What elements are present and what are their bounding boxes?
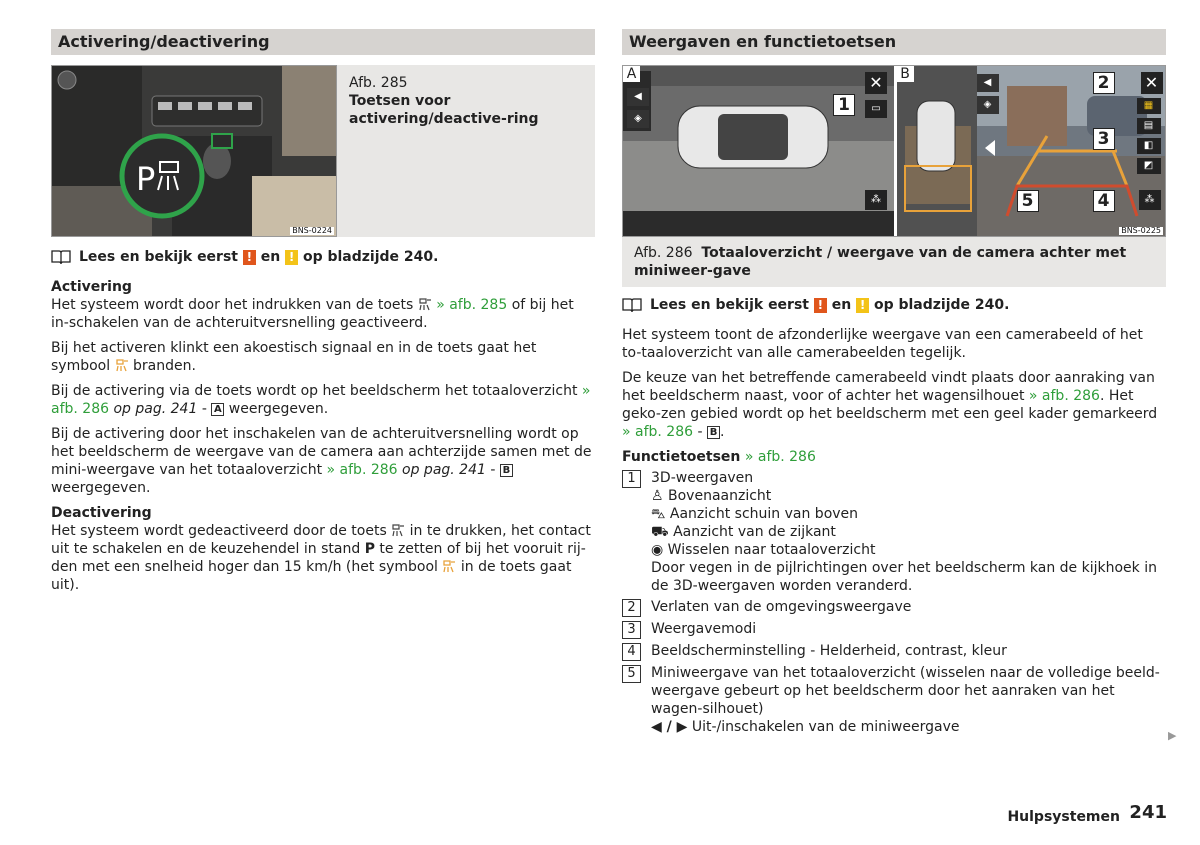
sub-item — [651, 487, 1166, 505]
activation-paragraph-2 — [51, 339, 595, 375]
callout-5: 5 — [1017, 190, 1039, 212]
description-section — [622, 326, 1166, 441]
item-extra: Door vegen in de pijlrichtingen over het beeldscherm kan de kijkhoek in de 3D-weergaven worden veranderd. — [651, 560, 1157, 594]
activation-paragraph-3 — [51, 382, 595, 418]
sub-item-text: Bovenaanzicht — [668, 488, 772, 504]
text: in te drukken, het contact uit te schakelen en de keuzehendel in stand — [51, 523, 591, 557]
sub-item-text: Uit-/inschakelen van de miniweergave — [691, 719, 960, 735]
park-assist-icon — [418, 297, 432, 311]
box-letter-b: B — [500, 464, 513, 477]
item-text: Beeldscherminstelling - Helderheid, contrast, kleur — [651, 643, 1007, 659]
link-afb-286[interactable]: » afb. 286 — [51, 383, 591, 417]
description-paragraph-2 — [622, 369, 1166, 441]
read-first-page: op bladzijde 240. — [873, 297, 1010, 313]
top-view-icon: ♙ — [651, 488, 669, 504]
text: weergegeven. — [51, 480, 151, 496]
panel-a-label: A — [623, 66, 640, 82]
side-view-icon: ⛟ — [651, 524, 674, 540]
callout-2: 2 — [1093, 72, 1115, 94]
toggle-arrows-icon: ◀ / ▶ — [651, 719, 688, 735]
deactivation-section — [51, 504, 595, 594]
figure-285-caption — [337, 65, 569, 237]
close-icon[interactable]: ✕ — [1141, 72, 1163, 94]
sensor-icon[interactable]: ◈ — [627, 110, 649, 128]
right-column — [622, 29, 1166, 739]
panel-a-overview — [623, 66, 897, 236]
page-number: 241 — [1129, 802, 1167, 823]
footer-section-title: Hulpsystemen — [1007, 809, 1120, 825]
park-assist-icon — [391, 523, 405, 537]
text: De keuze van het betreffende camerabeeld vindt plaats door aanraking van het beeldscherm naast, voor of achter het wagensilhouet — [622, 370, 1155, 404]
warning-yellow-icon: ! — [285, 250, 298, 265]
link-afb-286[interactable]: » afb. 286 — [622, 424, 694, 440]
sound-icon[interactable]: ◀ — [627, 88, 649, 106]
activation-heading: Activering — [51, 279, 132, 295]
figure-286 — [622, 65, 1166, 237]
overview-illustration — [623, 66, 895, 236]
item-number: 3 — [622, 621, 641, 639]
activation-section — [51, 278, 595, 497]
function-keys-section — [622, 448, 1166, 736]
page-ref: op pag. 241 — [113, 401, 198, 417]
oblique-view-icon: ⛍ — [651, 506, 670, 522]
link-afb-285[interactable]: » afb. 285 — [436, 297, 508, 313]
text: in de toets gaat uit). — [51, 559, 572, 593]
car-interior-illustration — [52, 66, 337, 237]
list-item — [622, 469, 1166, 595]
sub-item — [651, 505, 1166, 523]
read-first-and: en — [260, 249, 281, 265]
separator: - — [490, 462, 496, 478]
deactivation-paragraph — [51, 522, 595, 594]
park-assist-lit-icon — [442, 559, 456, 573]
text: . — [720, 424, 725, 440]
link-afb-286[interactable]: » afb. 286 — [1028, 388, 1100, 404]
book-icon — [51, 249, 71, 265]
camera-switch-icon[interactable]: ▭ — [865, 100, 887, 118]
link-afb-286[interactable]: » afb. 286 — [326, 462, 398, 478]
sensor-icon[interactable]: ◈ — [977, 96, 999, 114]
brightness-settings-icon[interactable]: ⁂ — [865, 190, 887, 210]
separator: - — [697, 424, 703, 440]
item-title: 3D-weergaven — [651, 470, 754, 486]
item-title: Miniweergave van het totaaloverzicht (wisselen naar de volledige beeld-weergave gebeurt op het beeldscherm door het aanraken van het wagen-silhouet) — [651, 665, 1160, 717]
figure-title: Totaaloverzicht / weergave van de camera achter met miniweer-gave — [634, 245, 1127, 279]
text: Bij de activering door het inschakelen van de achteruitversnelling wordt op het beeldscherm de weergave van de camera aan achterzijde samen met de mini-weergave van het totaaloverzicht — [51, 426, 592, 478]
sub-item — [651, 541, 1166, 559]
figure-title: Toetsen voor activering/deactive-ring — [349, 93, 539, 127]
section-header-activation: Activering/deactivering — [51, 29, 595, 55]
park-assist-lit-icon — [115, 358, 129, 372]
item-number: 2 — [622, 599, 641, 617]
item-text: Verlaten van de omgevingsweergave — [651, 599, 912, 615]
text: weergegeven. — [228, 401, 329, 417]
figure-code: BNS-0224 — [292, 226, 332, 235]
item-text: Weergavemodi — [651, 621, 757, 637]
activation-paragraph-1 — [51, 296, 595, 332]
panel-b-rear-camera — [897, 66, 1166, 236]
list-item — [622, 620, 1166, 639]
read-first-text: Lees en bekijk eerst — [79, 249, 238, 265]
panel-b-label: B — [897, 66, 914, 82]
read-first-and: en — [831, 297, 852, 313]
view-mode-icon[interactable]: ▤ — [1137, 118, 1161, 134]
deactivation-heading: Deactivering — [51, 505, 152, 521]
sub-item-text: Aanzicht schuin van boven — [669, 506, 859, 522]
sub-item-text: Aanzicht van de zijkant — [673, 524, 836, 540]
sub-item-text: Wisselen naar totaaloverzicht — [667, 542, 876, 558]
activation-paragraph-4 — [51, 425, 595, 497]
page-ref: op pag. 241 — [402, 462, 486, 478]
list-item — [622, 598, 1166, 617]
read-first-note — [622, 296, 1166, 314]
function-keys-heading — [622, 448, 1166, 466]
function-keys-list — [622, 469, 1166, 736]
text: Het systeem wordt door het indrukken van de toets — [51, 297, 414, 313]
callout-4: 4 — [1093, 190, 1115, 212]
text: Bij het activeren klinkt een akoestisch signaal en in de toets gaat het symbool — [51, 340, 537, 374]
gear-p: P — [364, 541, 375, 557]
figure-286-caption — [622, 237, 1166, 287]
box-letter-b: B — [707, 426, 720, 439]
book-icon — [622, 297, 642, 313]
list-item — [622, 642, 1166, 661]
link-afb-286[interactable]: » afb. 286 — [744, 449, 816, 465]
brightness-settings-icon[interactable]: ⁂ — [1139, 190, 1161, 210]
sub-item — [651, 523, 1166, 541]
callout-1: 1 — [833, 94, 855, 116]
figure-285 — [51, 65, 595, 237]
continue-arrow-icon: ▶ — [1168, 729, 1177, 742]
sub-item — [651, 718, 1166, 736]
view-mode-icon[interactable]: ▦ — [1137, 98, 1161, 114]
figure-code: BNS-0225 — [1121, 226, 1161, 235]
section-header-views: Weergaven en functietoetsen — [622, 29, 1166, 55]
read-first-page: op bladzijde 240. — [302, 249, 439, 265]
view-mode-icon[interactable]: ◧ — [1137, 138, 1161, 154]
heading-text: Functietoetsen — [622, 449, 741, 465]
list-item — [622, 664, 1166, 736]
text: of bij het in-schakelen van de achteruitversnelling geactiveerd. — [51, 297, 574, 331]
read-first-note — [51, 248, 595, 266]
svg-text:P: P — [136, 160, 156, 198]
close-icon[interactable]: ✕ — [865, 72, 887, 94]
left-column — [51, 29, 595, 601]
warning-yellow-icon: ! — [856, 298, 869, 313]
item-number: 4 — [622, 643, 641, 661]
separator: - — [201, 401, 207, 417]
view-mode-icon[interactable]: ◩ — [1137, 158, 1161, 174]
text: Bij de activering via de toets wordt op het beeldscherm het totaaloverzicht — [51, 383, 578, 399]
read-first-text: Lees en bekijk eerst — [650, 297, 809, 313]
figure-label: Afb. 285 — [349, 75, 408, 91]
warning-red-icon: ! — [814, 298, 827, 313]
figure-label: Afb. 286 — [634, 245, 693, 261]
figure-285-image — [51, 65, 337, 237]
warning-red-icon: ! — [243, 250, 256, 265]
item-text — [651, 664, 1166, 736]
callout-3: 3 — [1093, 128, 1115, 150]
sound-icon[interactable]: ◀ — [977, 74, 999, 92]
box-letter-a: A — [211, 403, 224, 416]
text: . Het geko-zen gebied wordt op het beeldscherm met een geel kader gemarkeerd — [622, 388, 1158, 422]
description-paragraph-1: Het systeem toont de afzonderlijke weergave van een camerabeeld of het to-taaloverzicht van alle camerabeelden tegelijk. — [622, 327, 1143, 361]
item-number: 1 — [622, 470, 641, 488]
text: Het systeem wordt gedeactiveerd door de toets — [51, 523, 387, 539]
text: te zetten of bij het vooruit rij-den met een snelheid hoger dan 15 km/h (het symbool — [51, 541, 586, 575]
overview-switch-icon: ◉ — [651, 542, 668, 558]
item-text — [651, 469, 1166, 595]
item-number: 5 — [622, 665, 641, 683]
text: branden. — [133, 358, 196, 374]
